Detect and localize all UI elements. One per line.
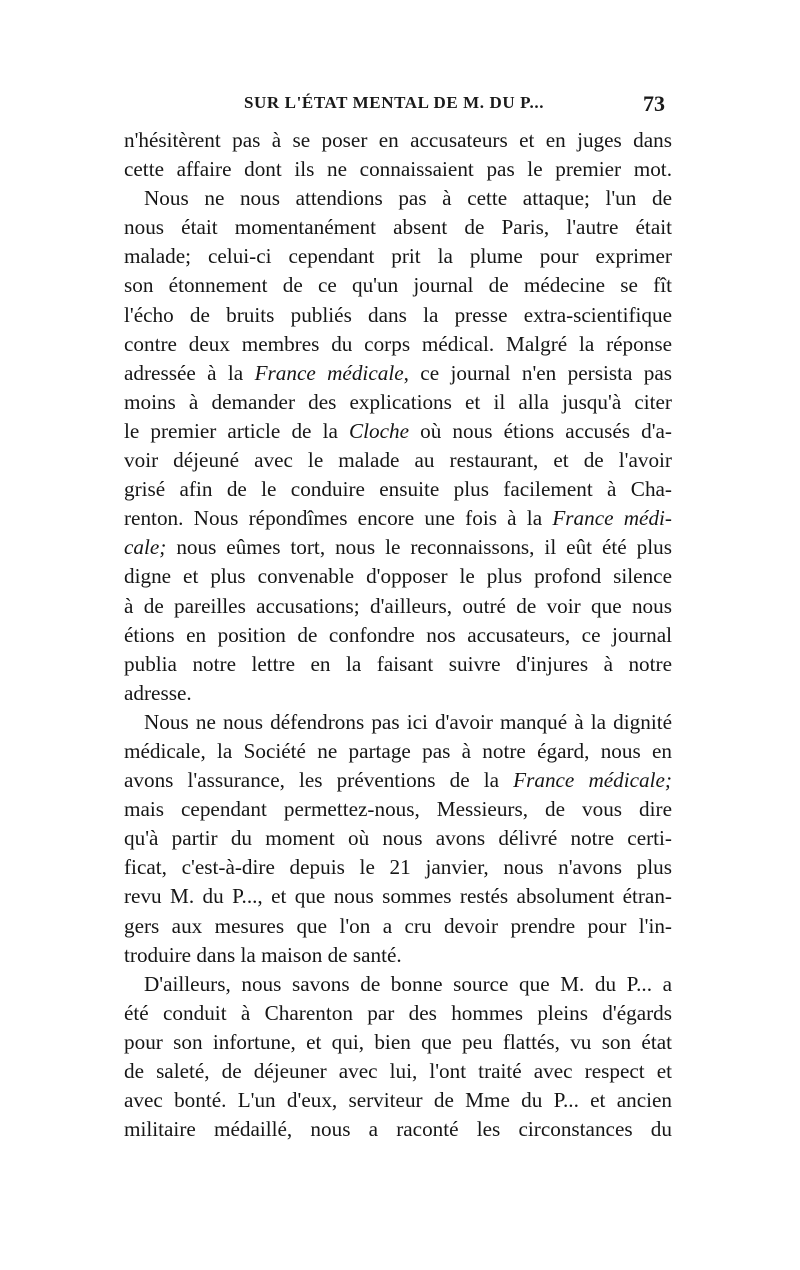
text-line: contre deux membres du corps médical. Malgré la réponse [124,331,672,356]
italic-title: France médicale; [513,768,672,793]
text-line: cette affaire dont ils ne connaissaient pas le premier mot. [124,157,672,182]
page-number: 73 [643,91,665,116]
text-line: à de pareilles accusations; d'ailleurs, outré de voir que nous [124,593,672,618]
text-line: n'hésitèrent pas à se poser en accusateurs et en juges dans [124,128,672,152]
text-line: médicale, la Société ne partage pas à notre égard, nous en [124,738,672,763]
italic-title: France médi- [552,506,672,531]
text-line: Nous ne nous attendions pas à cette attaque; l'un de [144,186,672,211]
text-line: ficat, c'est-à-dire depuis le 21 janvier, nous n'avons plus [124,855,672,880]
paragraph [124,184,672,708]
text-line: gers aux mesures que l'on a cru devoir prendre pour l'in- [124,913,672,938]
text-line: étions en position de confondre nos accusateurs, ce journal [124,622,672,647]
text-line: été conduit à Charenton par des hommes pleins d'égards [124,1000,672,1025]
text-line: mais cependant permettez-nous, Messieurs, de vous dire [124,797,672,822]
text-line: avec bonté. L'un d'eux, serviteur de Mme du P... et ancien [124,1088,672,1113]
text-line: digne et plus convenable d'opposer le plus profond silence [124,564,672,589]
text-line: pour son infortune, et qui, bien que peu flattés, vu son état [124,1029,672,1054]
text-line: D'ailleurs, nous savons de bonne source que M. du P... a [144,971,672,996]
text-line: avons l'assurance, les préventions de la France médicale; [124,768,672,793]
italic-title: France médicale [254,360,404,385]
text-line: nous était momentanément absent de Paris, l'autre était [124,215,672,240]
italic-title: Cloche [348,418,409,443]
text-line: de saleté, de déjeuner avec lui, l'ont traité avec respect et [124,1059,672,1083]
text-line: troduire dans la maison de santé. [124,942,402,967]
text-line: revu M. du P..., et que nous sommes restés absolument étran- [124,884,672,909]
paragraph [124,708,672,970]
paragraph [124,970,672,1145]
text-line: malade; celui-ci cependant prit la plume pour exprimer [124,244,672,269]
text-line: publia notre lettre en la faisant suivre d'injures à notre [124,651,672,676]
text-line: cale; nous eûmes tort, nous le reconnaissons, il eût été plus [124,535,672,560]
text-line: moins à demander des explications et il alla jusqu'à citer [124,389,672,414]
text-line: renton. Nous répondîmes encore une fois à la France médi- [124,506,672,531]
running-title: SUR L'ÉTAT MENTAL DE M. DU P... [244,93,545,112]
text-line: adressée à la France médicale, ce journal n'en persista pas [124,360,672,385]
text-line: voir déjeuné avec le malade au restaurant, et de l'avoir [124,448,672,473]
text-line: qu'à partir du moment où nous avons délivré notre certi- [124,826,672,851]
text-line: adresse. [124,680,192,705]
text-line: militaire médaillé, nous a raconté les circonstances du [124,1117,672,1142]
text-line: le premier article de la Cloche où nous étions accusés d'a- [124,418,672,443]
text-line: grisé afin de le conduire ensuite plus facilement à Cha- [124,477,672,502]
paragraph [124,126,672,184]
body-text [124,126,672,1144]
italic-title: cale; [124,535,167,560]
text-line: son étonnement de ce qu'un journal de médecine se fît [124,273,672,298]
text-line: Nous ne nous défendrons pas ici d'avoir manqué à la dignité [144,709,672,734]
text-line: l'écho de bruits publiés dans la presse extra-scientifique [124,302,672,327]
